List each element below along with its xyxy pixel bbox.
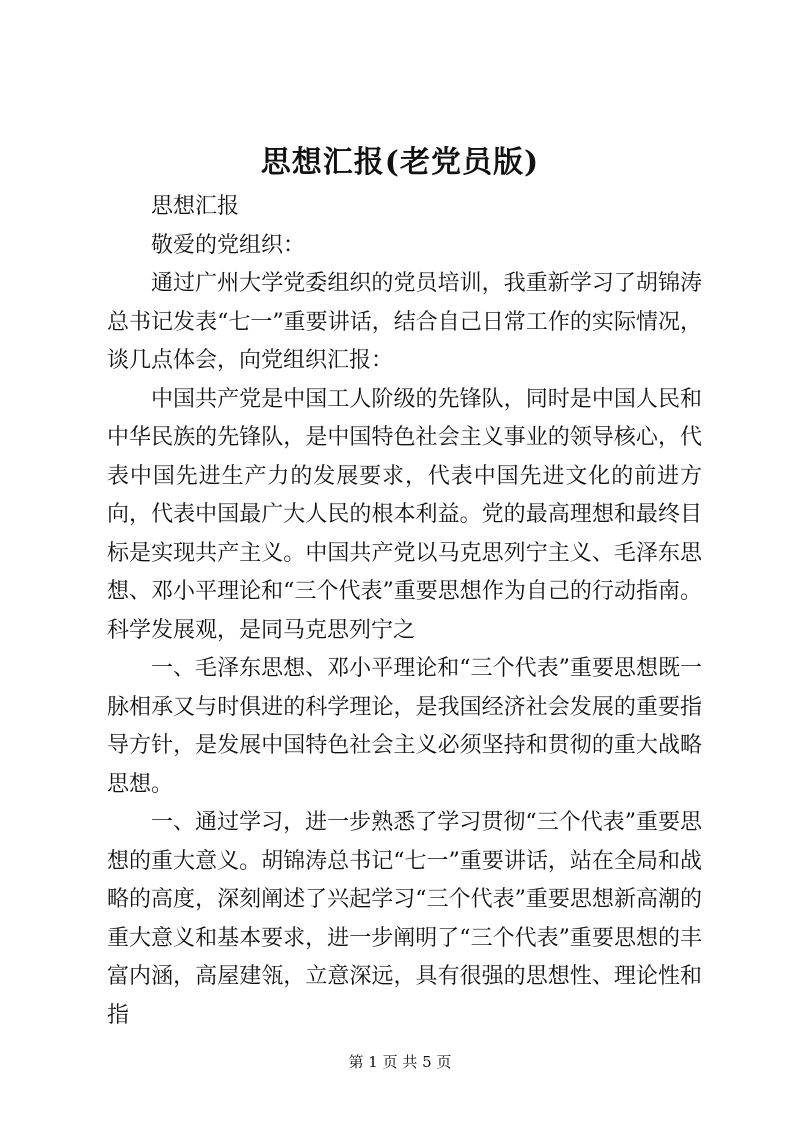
body-paragraph: 一、毛泽东思想、邓小平理论和“三个代表”重要思想既一脉相承又与时俱进的科学理论，是我国经济社会发展的重要指导方针，是发展中国特色社会主义必须坚持和贯彻的重大战略思想。 (107, 656, 702, 797)
salutation-line: 敬爱的党组织： (151, 232, 306, 258)
body-paragraph: 通过广州大学党委组织的党员培训，我重新学习了胡锦涛总书记发表“七一”重要讲话，结合自己日常工作的实际情况，谈几点体会，向党组织汇报： (107, 271, 702, 373)
salutation-heading: 思想汇报 (151, 194, 240, 219)
page-footer: 第 1 页 共 5 页 (348, 1053, 452, 1071)
document-body (107, 188, 702, 1035)
body-paragraph: 一、通过学习，进一步熟悉了学习贯彻“三个代表”重要思想的重大意义。胡锦涛总书记“七一”重要讲话，站在全局和战略的高度，深刻阐述了兴起学习“三个代表”重要思想新高潮的重大意义和基本要求，进一步阐明了“三个代表”重要思想的丰富内涵，高屋建瓴，立意深远，具有很强的思想性、理论性和指 (107, 810, 702, 1028)
document-title: 思想汇报(老党员版) (260, 145, 540, 180)
body-paragraph: 中国共产党是中国工人阶级的先锋队，同时是中国人民和中华民族的先锋队，是中国特色社会主义事业的领导核心，代表中国先进生产力的发展要求，代表中国先进文化的前进方向，代表中国最广大人民的根本利益。党的最高理想和最终目标是实现共产主义。中国共产党以马克思列宁主义、毛泽东思想、邓小平理论和“三个代表”重要思想作为自己的行动指南。科学发展观，是同马克思列宁之 (107, 386, 702, 643)
